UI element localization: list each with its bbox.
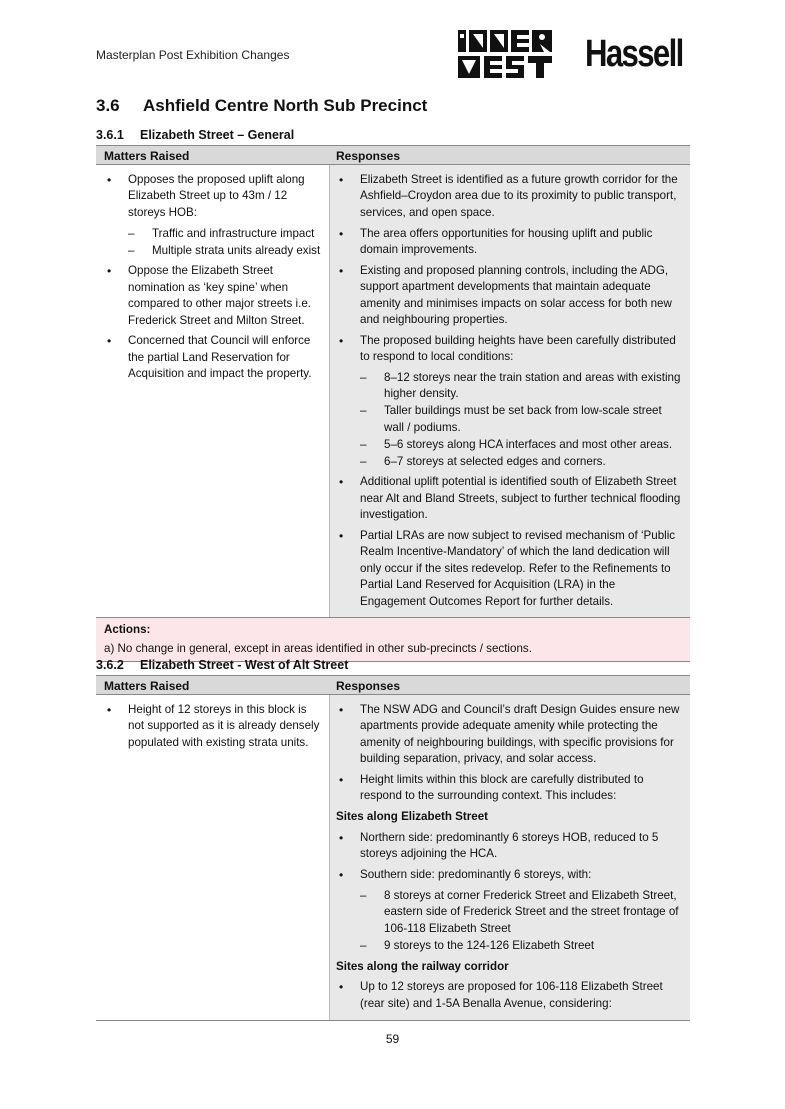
response-item: • Southern side: predominantly 6 storeys, with: [336, 867, 684, 883]
response-item: • Elizabeth Street is identified as a future growth corridor for the Ashfield–Croydon area due to its proximity to public transport, services, and open space. [336, 172, 684, 221]
matter-item: • Concerned that Council will enforce the partial Land Reservation for Acquisition and impact the property. [104, 333, 321, 382]
subsection-number: 3.6.2 [96, 658, 124, 672]
matter-subitem: – Traffic and infrastructure impact [104, 226, 321, 242]
response-item: • Height limits within this block are carefully distributed to respond to the surrounding context. This includes: [336, 772, 684, 805]
subsection-title-elizabeth-west-alt [96, 658, 348, 672]
matter-item: • Opposes the proposed uplift along Elizabeth Street up to 43m / 12 storeys HOB: [104, 172, 321, 221]
section-title-text: Ashfield Centre North Sub Precinct [143, 96, 428, 115]
subsection-title-text: Elizabeth Street – General [140, 128, 295, 142]
inner-west-logo [458, 28, 558, 80]
matters-responses-table-general [96, 145, 690, 662]
response-item: • Northern side: predominantly 6 storeys HOB, reduced to 5 storeys adjoining the HCA. [336, 830, 684, 863]
matter-item: • Height of 12 storeys in this block is not supported as it is already densely populated with existing strata units. [104, 702, 321, 751]
responses-header: Responses [336, 149, 401, 163]
table-header [96, 675, 690, 695]
response-subheading: Sites along Elizabeth Street [336, 810, 489, 824]
responses-column [329, 165, 690, 617]
matter-item: • Oppose the Elizabeth Street nomination as ‘key spine’ when compared to other major streets i.e. Frederick Street and Milton Street. [104, 263, 321, 329]
section-title [96, 96, 427, 116]
actions-title: Actions: [104, 623, 151, 637]
response-subitem: – 5–6 storeys along HCA interfaces and most other areas. [336, 437, 684, 453]
table-body [96, 165, 690, 617]
response-item: • Partial LRAs are now subject to revised mechanism of ‘Public Realm Incentive-Mandatory’ of which the land dedication will only occur if the sites redevelop. Refer to the Refinements to Partial Land Reserved for Acquisition (LRA) in the Engagement Outcomes Report for further details. [336, 528, 684, 610]
actions-box [96, 617, 690, 662]
response-subitem: – 8–12 storeys near the train station and areas with existing higher density. [336, 370, 684, 403]
response-subheading: Sites along the railway corridor [336, 959, 509, 973]
subsection-title-text: Elizabeth Street - West of Alt Street [140, 658, 349, 672]
response-subitem: – Taller buildings must be set back from low-scale street wall / podiums. [336, 403, 684, 436]
response-subitem: – 6–7 storeys at selected edges and corners. [336, 454, 684, 470]
document-header-title: Masterplan Post Exhibition Changes [96, 48, 290, 62]
table-header [96, 145, 690, 165]
responses-column [329, 695, 690, 1020]
response-item: • Existing and proposed planning controls, including the ADG, support apartment developments that maintain adequate amenity and minimises impacts on solar access for both new and neighbouring properties. [336, 263, 684, 329]
matters-raised-header: Matters Raised [104, 679, 190, 693]
response-item: • The area offers opportunities for housing uplift and public domain improvements. [336, 226, 684, 259]
matter-subitem: – Multiple strata units already exist [104, 243, 321, 259]
hassell-logo: Hassell [585, 33, 683, 75]
response-item: • Additional uplift potential is identified south of Elizabeth Street near Alt and Bland Streets, subject to further technical flooding investigation. [336, 474, 684, 523]
response-item: • The proposed building heights have been carefully distributed to respond to local conditions: [336, 333, 684, 366]
matters-responses-table-west-alt [96, 675, 690, 1021]
table-body [96, 695, 690, 1020]
response-subitem: – 8 storeys at corner Frederick Street and Elizabeth Street, eastern side of Frederick Street and the street frontage of 106-118 Elizabeth Street [336, 888, 684, 937]
response-subitem: – 9 storeys to the 124-126 Elizabeth Street [336, 938, 684, 954]
section-number: 3.6 [96, 96, 120, 115]
subsection-number: 3.6.1 [96, 128, 124, 142]
page-number: 59 [385, 1032, 400, 1046]
matters-raised-column [96, 165, 329, 617]
matters-raised-column [96, 695, 329, 1020]
response-item: • The NSW ADG and Council’s draft Design Guides ensure new apartments provide adequate amenity while protecting the amenity of neighbouring buildings, with specific provisions for building separation, privacy, and solar access. [336, 702, 684, 768]
response-item: • Up to 12 storeys are proposed for 106-118 Elizabeth Street (rear site) and 1-5A Benalla Avenue, considering: [336, 979, 684, 1012]
actions-text: a) No change in general, except in areas identified in other sub-precincts / sections. [104, 642, 532, 656]
subsection-title-elizabeth-general [96, 128, 294, 142]
responses-header: Responses [336, 679, 401, 693]
matters-raised-header: Matters Raised [104, 149, 190, 163]
